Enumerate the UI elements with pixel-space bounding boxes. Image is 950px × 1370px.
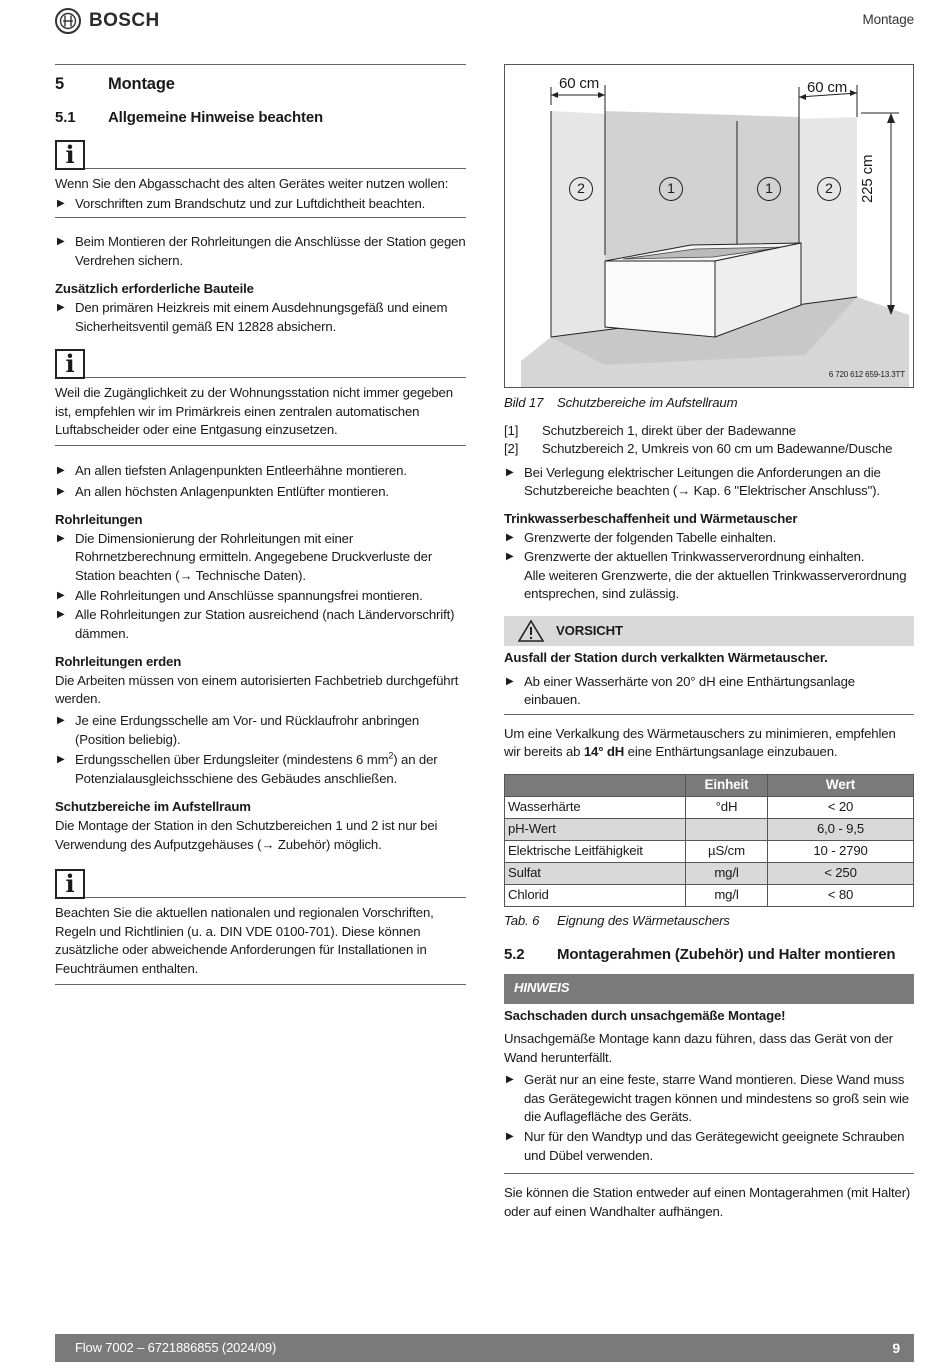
- chapter-number: 5: [55, 75, 65, 93]
- section-title: Montagerahmen (Zubehör) und Halter montieren: [557, 945, 896, 963]
- brand-name: BOSCH: [89, 9, 160, 31]
- subheading-rohrleitungen: Rohrleitungen: [55, 512, 143, 528]
- chapter-heading: [55, 64, 466, 95]
- table-caption: [504, 912, 914, 931]
- list-item: ▶ Je eine Erdungsschelle am Vor- und Rücklaufrohr anbringen (Position beliebig).: [57, 713, 420, 747]
- bosch-armature-icon: [55, 8, 81, 34]
- list-item: ▶ Bei Verlegung elektrischer Leitungen die Anforderungen an die Schutzbereiche beachten (→ Kap. 6 "Elektrischer Anschluss").: [506, 464, 881, 499]
- figure-caption-text: Schutzbereiche im Aufstellraum: [557, 395, 738, 410]
- limits-table: [504, 774, 914, 907]
- table-caption-label: Tab. 6: [504, 912, 540, 928]
- subheading-schutzbereiche: Schutzbereiche im Aufstellraum: [55, 799, 251, 815]
- list-item: ▶ Alle Rohrleitungen zur Station ausreichend (nach Ländervorschrift) dämmen.: [57, 607, 455, 641]
- list-item: ▶ Gerät nur an eine feste, starre Wand montieren. Diese Wand muss das Gerätegewicht tragen können und mindestens so groß sein wie die Auflagefläche des Geräts.: [506, 1072, 909, 1125]
- figure-caption-label: Bild 17: [504, 395, 544, 410]
- bathroom-protection-zones-figure: [504, 64, 914, 388]
- bullet-triangle-icon: ▶: [57, 754, 65, 766]
- subheading-bauteile: Zusätzlich erforderliche Bauteile: [55, 281, 254, 297]
- bullet-triangle-icon: ▶: [506, 1131, 514, 1143]
- info-icon: i: [55, 140, 85, 170]
- list-item: ▶ Erdungsschellen über Erdungsleiter (mindestens 6 $mm^2$) an der Potenzialausgleichsschiene des Gebäudes anschließen.: [57, 750, 438, 786]
- zone-marker-1-right: 1: [757, 177, 781, 201]
- legend-item: [2] Schutzbereich 2, Umkreis von 60 cm um Badewanne/Dusche: [504, 441, 893, 457]
- bullet-triangle-icon: ▶: [57, 301, 65, 313]
- trink-continuation: Alle weiteren Grenzwerte, die der aktuellen Trinkwasserverordnung entsprechen, sind zulässig.: [524, 567, 907, 602]
- info-icon: i: [55, 869, 85, 899]
- legend-item: [1] Schutzbereich 1, direkt über der Badewanne: [504, 422, 796, 438]
- bullet-triangle-icon: ▶: [57, 197, 65, 209]
- page-footer: [55, 1334, 914, 1362]
- table-row: Elektrische Leitfähigkeit µS/cm 10 - 2790: [505, 840, 914, 862]
- dimension-height-label: 225 cm: [859, 154, 876, 203]
- bullet-triangle-icon: ▶: [506, 551, 514, 563]
- table-row: Sulfat mg/l < 250: [505, 862, 914, 884]
- zone-marker-2-left: 2: [569, 177, 593, 201]
- info-1-text: Wenn Sie den Abgasschacht des alten Gerätes weiter nutzen wollen:: [55, 176, 449, 191]
- page-number: 9: [892, 1339, 900, 1356]
- dimension-right-label: 60 cm: [807, 79, 848, 96]
- section-heading: [504, 945, 914, 965]
- bullet-triangle-icon: ▶: [57, 464, 65, 476]
- zone-marker-2-right: 2: [817, 177, 841, 201]
- verkalkung-text: Um eine Verkalkung des Wärmetauschers zu minimieren, empfehlen wir bereits ab 14° dH eine Enthärtungsanlage einzubauen.: [504, 725, 896, 760]
- info-note-3: [55, 869, 466, 899]
- list-item: ▶ Vorschriften zum Brandschutz und zur Luftdichtheit beachten.: [55, 195, 466, 214]
- zone-marker-1-left: 1: [659, 177, 683, 201]
- list-item: ▶ Beim Montieren der Rohrleitungen die Anschlüsse der Station gegen Verdrehen sichern.: [57, 234, 466, 268]
- list-item: ▶ Nur für den Wandtyp und das Gerätegewicht geeignete Schrauben und Dübel verwenden.: [506, 1129, 905, 1163]
- section-number: 5.2: [504, 945, 525, 963]
- header-section-title: Montage: [862, 12, 914, 27]
- bullet-triangle-icon: ▶: [57, 236, 65, 248]
- left-column: [55, 64, 466, 985]
- info-2-text: Weil die Zugänglichkeit zu der Wohnungsstation nicht immer gegeben ist, empfehlen wir im Primärkreis einen zentralen automatischen Luftabscheider oder eine Entgasung einzusetzen.: [55, 385, 453, 438]
- list-item: ▶ Grenzwerte der aktuellen Trinkwasserverordnung einhalten.: [504, 548, 914, 567]
- erden-text: Die Arbeiten müssen von einem autorisierten Fachbetrieb durchgeführt werden.: [55, 672, 459, 707]
- caution-label: VORSICHT: [556, 622, 623, 638]
- caution-banner: [504, 616, 914, 646]
- list-item: ▶ An allen tiefsten Anlagenpunkten Entleerhähne montieren.: [55, 462, 466, 481]
- table-caption-text: Eignung des Wärmetauschers: [557, 912, 730, 928]
- bullet-triangle-icon: ▶: [57, 609, 65, 621]
- figure-code: 6 720 612 659-13.3TT: [828, 370, 905, 379]
- info-3-text: Beachten Sie die aktuellen nationalen und regionalen Vorschriften, Regeln und Richtlinien (u. a. DIN VDE 0100-701). Diese können zusätzliche oder abweichende Anforderungen für Installationen in Feuchträumen enthalten.: [55, 905, 434, 976]
- dimension-left-label: 60 cm: [559, 75, 600, 92]
- bullet-triangle-icon: ▶: [506, 466, 514, 478]
- bosch-logo: [55, 8, 160, 34]
- bullet-triangle-icon: ▶: [57, 485, 65, 497]
- figure-caption: [504, 394, 914, 413]
- subheading-erden: Rohrleitungen erden: [55, 654, 182, 670]
- notice-text: Unsachgemäße Montage kann dazu führen, dass das Gerät von der Wand herunterfällt.: [504, 1031, 893, 1065]
- final-text: Sie können die Station entweder auf einen Montagerahmen (mit Halter) oder auf einen Wandhalter aufhängen.: [504, 1185, 911, 1219]
- section-title: Allgemeine Hinweise beachten: [108, 109, 324, 126]
- table-row: pH-Wert 6,0 - 9,5: [505, 818, 914, 840]
- section-number: 5.1: [55, 109, 76, 126]
- section-heading: [55, 108, 466, 128]
- bullet-triangle-icon: ▶: [57, 589, 65, 601]
- notice-title: Sachschaden durch unsachgemäße Montage!: [504, 1007, 786, 1023]
- warning-triangle-icon: [514, 620, 548, 642]
- table-row: Wasserhärte °dH < 20: [505, 796, 914, 818]
- caution-title: Ausfall der Station durch verkalkten Wärmetauscher.: [504, 649, 828, 665]
- info-note-1: [55, 140, 466, 170]
- bullet-triangle-icon: ▶: [506, 675, 514, 687]
- info-icon: i: [55, 349, 85, 379]
- list-item: ▶ An allen höchsten Anlagenpunkten Entlüfter montieren.: [55, 483, 466, 502]
- subheading-trinkwasser: Trinkwasserbeschaffenheit und Wärmetauscher: [504, 510, 798, 526]
- schutz-text: Die Montage der Station in den Schutzbereichen 1 und 2 ist nur bei Verwendung des Aufputzgehäuses (→ Zubehör) möglich.: [55, 818, 438, 852]
- list-item: ▶ Alle Rohrleitungen und Anschlüsse spannungsfrei montieren.: [55, 587, 466, 606]
- bullet-triangle-icon: ▶: [506, 1074, 514, 1086]
- list-item: ▶ Die Dimensionierung der Rohrleitungen mit einer Rohrnetzberechnung ermitteln. Angegebene Druckverluste der Station beachten (→ Technische Daten).: [57, 530, 433, 583]
- notice-banner: HINWEIS: [504, 974, 914, 1004]
- bullet-triangle-icon: ▶: [57, 532, 65, 544]
- footer-document-id: Flow 7002 – 6721886855 (2024/09): [75, 1339, 277, 1355]
- info-note-2: [55, 349, 466, 379]
- right-column: [504, 64, 914, 1221]
- table-row: Chlorid mg/l < 80: [505, 884, 914, 906]
- list-item: ▶ Den primären Heizkreis mit einem Ausdehnungsgefäß und einem Sicherheitsventil gemäß EN 12828 absichern.: [57, 299, 448, 334]
- list-item: ▶ Ab einer Wasserhärte von 20° dH eine Enthärtungsanlage einbauen.: [506, 673, 855, 708]
- bullet-triangle-icon: ▶: [57, 715, 65, 727]
- bathroom-diagram: [505, 65, 913, 387]
- table-header-row: Einheit Wert: [505, 774, 914, 796]
- list-item: ▶ Grenzwerte der folgenden Tabelle einhalten.: [504, 529, 914, 548]
- chapter-title: Montage: [108, 75, 175, 93]
- bullet-triangle-icon: ▶: [506, 531, 514, 543]
